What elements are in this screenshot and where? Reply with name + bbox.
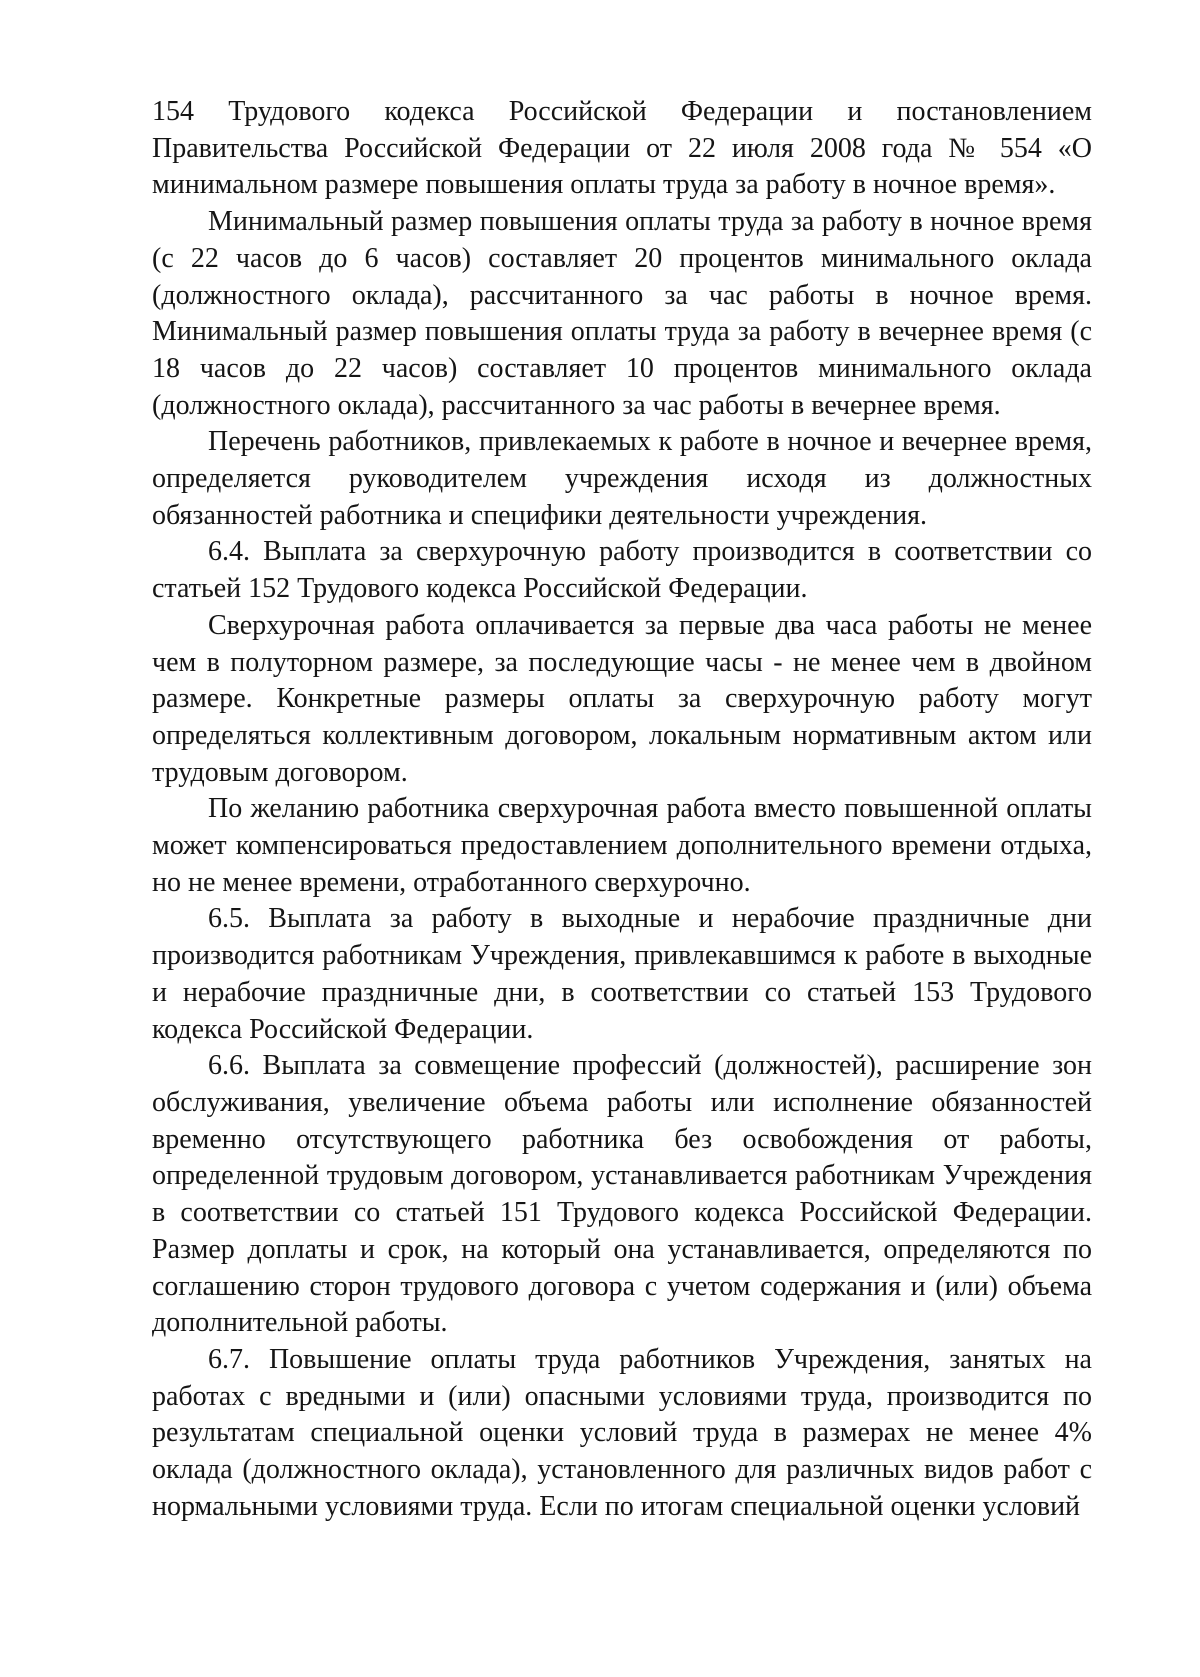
paragraph-6-4-overtime: 6.4. Выплата за сверхурочную работу производится в соответствии со статьей 152 Трудового кодекса Российской Федерации. <box>152 536 1092 605</box>
paragraph-night-work-rates: Минимальный размер повышения оплаты труда за работу в ночное время (с 22 часов до 6 часов) составляет 20 процентов минимального оклада (должностного оклада), рассчитанного за час работы в ночное время. Минимальный размер повышения оплаты труда за работу в вечернее время (с 18 часов до 22 часов) составляет 10 процентов минимального оклада (должностного оклада), рассчитанного за час работы в вечернее время. <box>152 206 1092 421</box>
document-page <box>152 94 1092 1525</box>
paragraph-night-work-staff-list: Перечень работников, привлекаемых к работе в ночное и вечернее время, определяется руководителем учреждения исходя из должностных обязанностей работника и специфики деятельности учреждения. <box>152 426 1092 531</box>
paragraph-6-7-hazardous: 6.7. Повышение оплаты труда работников Учреждения, занятых на работах с вредными и (или) опасными условиями труда, производится по результатам специальной оценки условий труда в размерах не менее 4% оклада (должностного оклада), установленного для различных видов работ с нормальными условиями труда. Если по итогам специальной оценки условий <box>152 1343 1092 1522</box>
paragraph-continuation: 154 Трудового кодекса Российской Федерации и постановлением Правительства Российской Федерации от 22 июля 2008 года № 554 «О минимальном размере повышения оплаты труда за работу в ночное время». <box>152 96 1092 201</box>
paragraph-6-5-holidays: 6.5. Выплата за работу в выходные и нерабочие праздничные дни производится работникам Учреждения, привлекавшимся к работе в выходные и нерабочие праздничные дни, в соответствии со статьей 153 Трудового кодекса Российской Федерации. <box>152 903 1092 1045</box>
paragraph-6-6-combination: 6.6. Выплата за совмещение профессий (должностей), расширение зон обслуживания, увеличение объема работы или исполнение обязанностей временно отсутствующего работника без освобождения от работы, определенной трудовым договором, устанавливается работникам Учреждения в соответствии со статьей 151 Трудового кодекса Российской Федерации. Размер доплаты и срок, на который она устанавливается, определяются по соглашению сторон трудового договора с учетом содержания и (или) объема дополнительной работы. <box>152 1050 1092 1339</box>
paragraph-overtime-rest-time: По желанию работника сверхурочная работа вместо повышенной оплаты может компенсироваться предоставлением дополнительного времени отдыха, но не менее времени, отработанного сверхурочно. <box>152 793 1092 898</box>
paragraph-overtime-rates: Сверхурочная работа оплачивается за первые два часа работы не менее чем в полуторном размере, за последующие часы - не менее чем в двойном размере. Конкретные размеры оплаты за сверхурочную работу могут определяться коллективным договором, локальным нормативным актом или трудовым договором. <box>152 609 1092 788</box>
